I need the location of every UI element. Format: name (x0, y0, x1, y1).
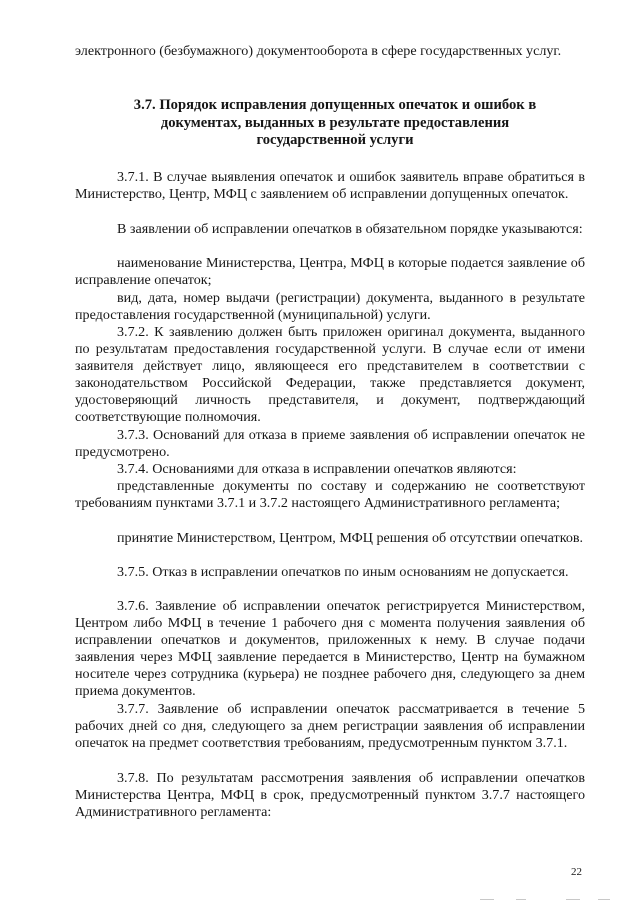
paragraph-refusal-reason-2: принятие Министерством, Центром, МФЦ решения об отсутствии опечатков. (117, 530, 584, 546)
paragraph-3-7-1: 3.7.1. В случае выявления опечаток и ошибок заявитель вправе обратиться в Министерство, Центр, МФЦ с заявлением об исправлении допущенных опечаток. (75, 169, 585, 202)
paragraph-application-contents: В заявлении об исправлении опечатков в обязательном порядке указываются: (117, 221, 583, 237)
paragraph-item-name: наименование Министерства, Центра, МФЦ в которые подается заявление об исправление опечаток; (75, 255, 585, 288)
paragraph-3-7-3: 3.7.3. Оснований для отказа в приеме заявления об исправлении опечаток не предусмотрено. (75, 427, 585, 460)
paragraph-3-7-7: 3.7.7. Заявление об исправлении опечаток рассматривается в течение 5 рабочих дней со дня, следующего за днем регистрации заявления об исправлении опечаток на предмет соответствия требованиям, предусмотренным пунктом 3.7.1. (75, 701, 585, 751)
page-number: 22 (571, 866, 582, 878)
paragraph-3-7-6: 3.7.6. Заявление об исправлении опечаток регистрируется Министерством, Центром либо МФЦ в течение 1 рабочего дня с момента получения заявления об исправлении опечатков и документов, приложенных к нему. В случае подачи заявления через МФЦ заявление передается в Министерство, Центр на бумажном носителе через сотрудника (курьера) не позднее рабочего дня, следующего за днем приема документов. (75, 598, 585, 699)
paragraph-3-7-2: 3.7.2. К заявлению должен быть приложен оригинал документа, выданного по результатам предоставления государственной услуги. В случае если от имени заявителя действует лицо, являющееся его представителем в соответствии с законодательством Российской Федерации, также представляется документ, удостоверяющий личность представителя, и документ, подтверждающий соответствующие полномочия. (75, 324, 585, 425)
paragraph-3-7-4: 3.7.4. Основаниями для отказа в исправлении опечатков являются: (117, 461, 517, 477)
paragraph-3-7-5: 3.7.5. Отказ в исправлении опечатков по иным основаниям не допускается. (117, 564, 569, 580)
intro-paragraph: электронного (безбумажного) документооборота в сфере государственных услуг. (75, 43, 562, 59)
paragraph-refusal-reason-1: представленные документы по составу и содержанию не соответствуют требованиям пунктами 3.7.1 и 3.7.2 настоящего Административного регламента; (75, 478, 585, 511)
scan-marks (470, 899, 620, 903)
paragraph-item-document: вид, дата, номер выдачи (регистрации) документа, выданного в результате предоставления государственной (муниципальной) услуги. (75, 290, 585, 323)
paragraph-3-7-8: 3.7.8. По результатам рассмотрения заявления об исправлении опечатков Министерства Центра, МФЦ в срок, предусмотренный пунктом 3.7.7 настоящего Административного регламента: (75, 770, 585, 820)
section-title: 3.7. Порядок исправления допущенных опечаток и ошибок в документах, выданных в результате предоставления государственной услуги (133, 97, 537, 149)
